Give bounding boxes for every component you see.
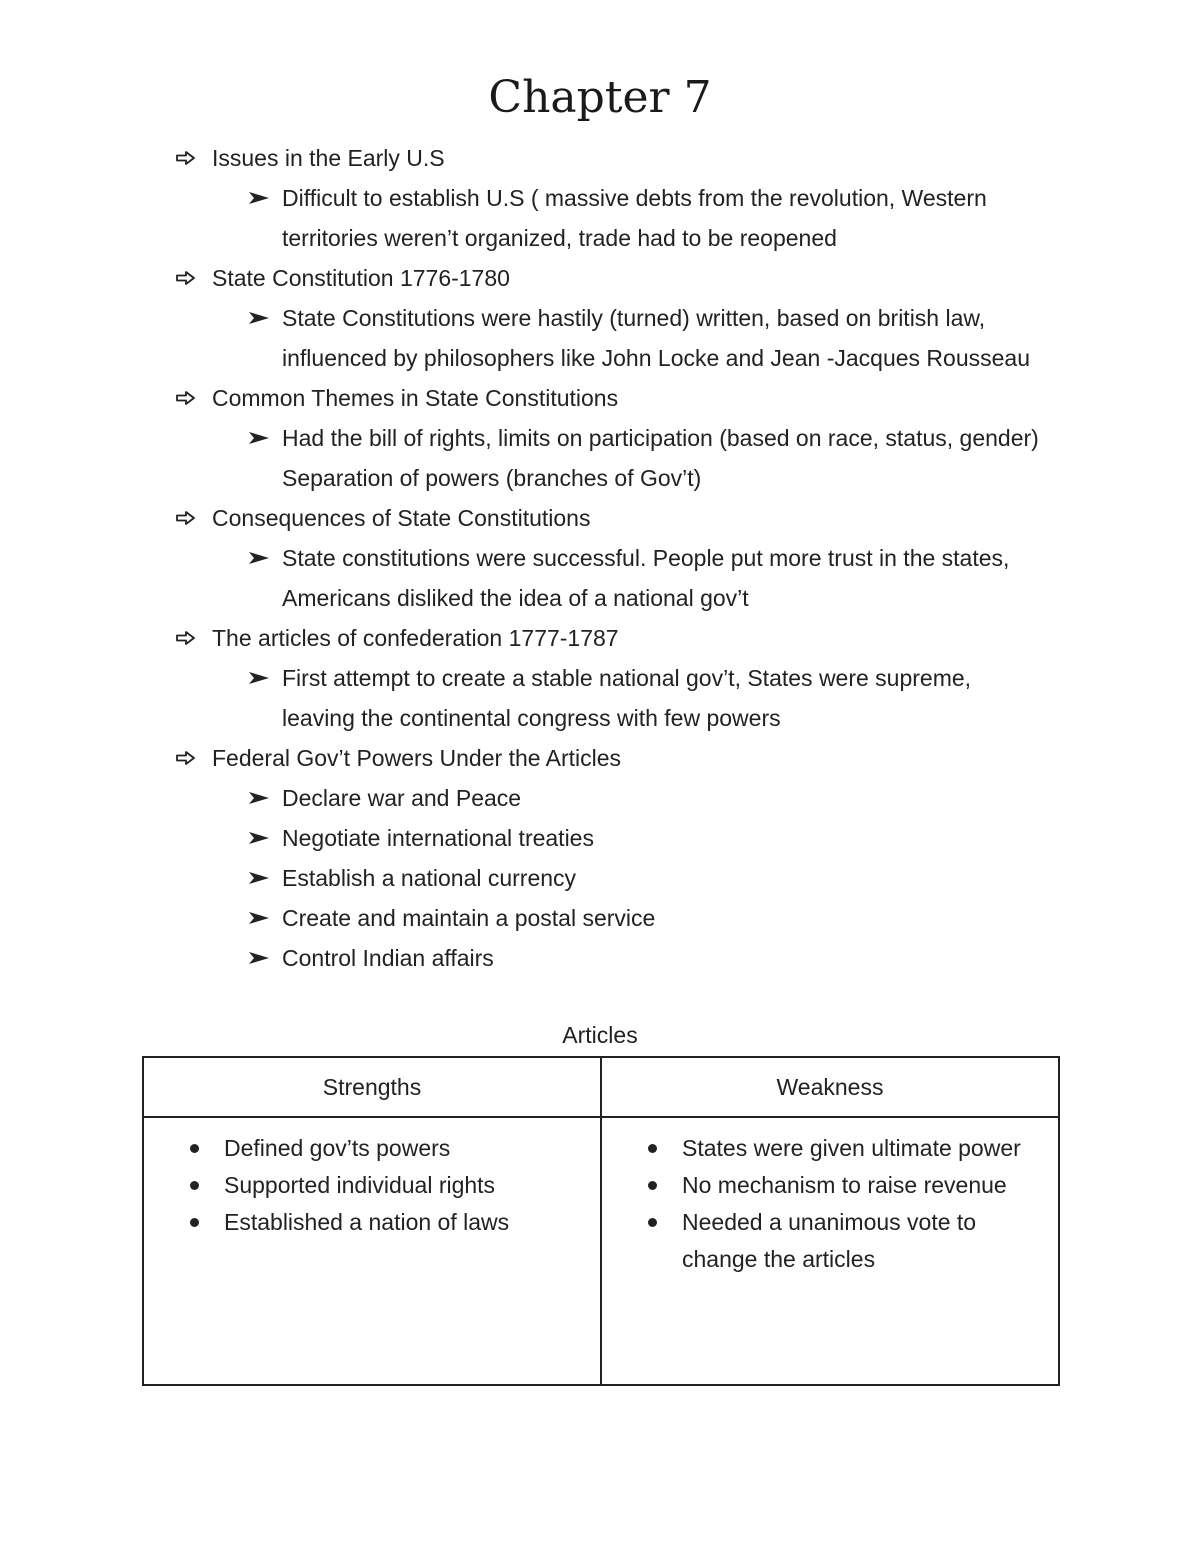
point-text: Declare war and Peace (282, 785, 522, 811)
outline-topic (176, 378, 1076, 418)
topic-heading: The articles of confederation 1777-1787 (212, 625, 619, 651)
weakness-header: Weakness (601, 1057, 1059, 1117)
bullet-dot-icon (190, 1218, 199, 1227)
table-header-row (143, 1057, 1059, 1117)
arrow-right-icon (176, 378, 212, 418)
point-text: Difficult to establish U.S ( massive debts from the revolution, Western territories weren’t organized, trade had to be reopened (282, 185, 987, 251)
arrowhead-bullet-icon (248, 858, 282, 898)
outline-point (248, 858, 1076, 898)
point-text: Create and maintain a postal service (282, 905, 656, 931)
arrowhead-bullet-icon (248, 178, 282, 218)
point-text: Establish a national currency (282, 865, 577, 891)
outline-point (248, 778, 1076, 818)
bullet-dot-icon (190, 1144, 199, 1153)
topic-heading: Federal Gov’t Powers Under the Articles (212, 745, 622, 771)
strengths-header: Strengths (143, 1057, 601, 1117)
arrow-right-icon (176, 738, 212, 778)
arrow-right-icon (176, 138, 212, 178)
outline-point (248, 298, 1076, 378)
arrowhead-bullet-icon (248, 818, 282, 858)
outline-point (248, 818, 1076, 858)
weakness-text: No mechanism to raise revenue (682, 1172, 1007, 1198)
list-item (642, 1204, 1040, 1278)
list-item (642, 1167, 1040, 1204)
outline-point (248, 178, 1076, 258)
outline-point (248, 898, 1076, 938)
bullet-dot-icon (648, 1218, 657, 1227)
arrow-right-icon (176, 498, 212, 538)
outline-topic (176, 138, 1076, 178)
weakness-list (642, 1130, 1040, 1278)
list-item (642, 1130, 1040, 1167)
table-row (143, 1117, 1059, 1385)
arrowhead-bullet-icon (248, 898, 282, 938)
bullet-dot-icon (648, 1144, 657, 1153)
outline-point (248, 418, 1076, 498)
outline-topic (176, 258, 1076, 298)
weakness-cell (601, 1117, 1059, 1385)
topic-heading: Issues in the Early U.S (212, 145, 445, 171)
outline-point (248, 658, 1076, 738)
articles-table (142, 1056, 1060, 1386)
bullet-dot-icon (190, 1181, 199, 1190)
outline-point (248, 938, 1076, 978)
outline-topic (176, 498, 1076, 538)
arrow-right-icon (176, 258, 212, 298)
list-item (184, 1167, 582, 1204)
point-text: State Constitutions were hastily (turned) written, based on british law, influenced by philosophers like John Locke and Jean -Jacques Rousseau (282, 305, 1030, 371)
arrow-right-icon (176, 618, 212, 658)
topic-heading: Common Themes in State Constitutions (212, 385, 619, 411)
strengths-list (184, 1130, 582, 1241)
arrowhead-bullet-icon (248, 298, 282, 338)
arrowhead-bullet-icon (248, 938, 282, 978)
arrowhead-bullet-icon (248, 778, 282, 818)
strengths-cell (143, 1117, 601, 1385)
list-item (184, 1130, 582, 1167)
outline-topic (176, 738, 1076, 778)
table-caption: Articles (562, 1022, 638, 1048)
point-text: Had the bill of rights, limits on participation (based on race, status, gender) Separation of powers (branches of Gov’t) (282, 425, 1039, 491)
page-title: Chapter 7 (488, 72, 712, 123)
strength-text: Supported individual rights (224, 1172, 496, 1198)
arrowhead-bullet-icon (248, 418, 282, 458)
topic-heading: State Constitution 1776-1780 (212, 265, 510, 291)
list-item (184, 1204, 582, 1241)
weakness-text: Needed a unanimous vote to change the articles (682, 1209, 977, 1272)
arrowhead-bullet-icon (248, 658, 282, 698)
strength-text: Established a nation of laws (224, 1209, 510, 1235)
weakness-text: States were given ultimate power (682, 1135, 1021, 1161)
point-text: First attempt to create a stable national gov’t, States were supreme, leaving the continental congress with few powers (282, 665, 972, 731)
bullet-dot-icon (648, 1181, 657, 1190)
point-text: Control Indian affairs (282, 945, 494, 971)
notes-outline (176, 138, 1076, 978)
strength-text: Defined gov’ts powers (224, 1135, 451, 1161)
outline-topic (176, 618, 1076, 658)
outline-point (248, 538, 1076, 618)
topic-heading: Consequences of State Constitutions (212, 505, 591, 531)
point-text: State constitutions were successful. People put more trust in the states, Americans disliked the idea of a national gov’t (282, 545, 1010, 611)
arrowhead-bullet-icon (248, 538, 282, 578)
point-text: Negotiate international treaties (282, 825, 594, 851)
